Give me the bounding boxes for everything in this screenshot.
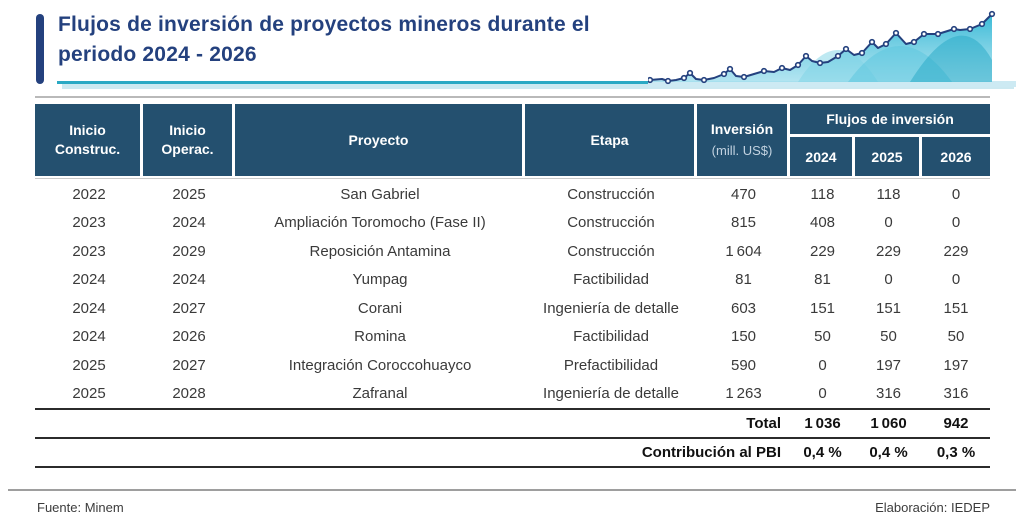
cell-y2025: 197 — [875, 356, 902, 374]
header-line: Construc. — [54, 141, 121, 157]
cell-inicio-construc: 2024 — [72, 299, 106, 317]
total-2026: 942 — [943, 415, 969, 432]
cell-inicio-operac: 2028 — [172, 385, 206, 403]
header-bottom-rule — [35, 178, 990, 179]
header-etapa — [525, 104, 697, 176]
cell-proyecto: Ampliación Toromocho (Fase II) — [274, 214, 486, 232]
cell-proyecto: San Gabriel — [340, 185, 420, 203]
cell-y2026: 0 — [951, 271, 961, 289]
cell-proyecto: Integración Coroccohuayco — [288, 356, 472, 374]
cell-y2026: 0 — [951, 185, 961, 203]
cell-y2026: 50 — [947, 328, 965, 346]
cell-inversion: 603 — [730, 299, 757, 317]
pbi-row — [35, 439, 990, 466]
cell-etapa: Factibilidad — [573, 271, 649, 289]
table-row — [35, 294, 990, 323]
cell-y2025: 0 — [884, 271, 893, 289]
table-row — [35, 351, 990, 380]
header-inicio-operac — [143, 104, 235, 176]
cell-y2024: 50 — [814, 328, 831, 346]
header-inversion-unit: (mill. US$) — [711, 143, 773, 158]
total-label: Total — [746, 415, 781, 432]
header-inversion — [697, 104, 790, 176]
cell-inicio-operac: 2024 — [172, 271, 206, 289]
header-proyecto — [235, 104, 525, 176]
cell-inversion: 150 — [730, 328, 757, 346]
cell-etapa: Construcción — [567, 242, 655, 260]
total-2025: 1 060 — [870, 415, 907, 432]
cell-y2025: 0 — [884, 214, 893, 232]
cell-etapa: Prefactibilidad — [563, 356, 659, 374]
investment-table — [35, 96, 990, 468]
cell-y2026: 0 — [951, 214, 961, 232]
pbi-2026: 0,3 % — [936, 444, 976, 461]
header-line: Inicio — [169, 122, 206, 138]
cell-etapa: Construcción — [567, 185, 655, 203]
cell-inversion: 815 — [730, 214, 757, 232]
table-header — [35, 104, 990, 176]
cell-inicio-operac: 2025 — [172, 185, 206, 203]
cell-inicio-operac: 2026 — [172, 328, 206, 346]
cell-y2026: 229 — [943, 242, 969, 260]
cell-proyecto: Yumpag — [352, 271, 408, 289]
cell-y2025: 118 — [876, 185, 901, 203]
footer-source: Fuente: Minem — [37, 500, 124, 515]
header-year-2026: 2026 — [922, 137, 990, 176]
cell-y2025: 151 — [875, 299, 902, 317]
cell-proyecto: Reposición Antamina — [309, 242, 451, 260]
cell-etapa: Factibilidad — [573, 328, 649, 346]
cell-etapa: Ingeniería de detalle — [543, 299, 679, 317]
table-row — [35, 209, 990, 238]
table-row — [35, 237, 990, 266]
header-flujos-group: Flujos de inversión — [790, 104, 990, 137]
cell-inicio-construc: 2023 — [72, 242, 106, 260]
pbi-2024: 0,4 % — [803, 444, 842, 461]
header-flujos-block — [790, 104, 990, 176]
cell-inicio-construc: 2024 — [72, 271, 106, 289]
cell-y2024: 229 — [809, 242, 836, 260]
cell-y2026: 197 — [943, 356, 969, 374]
cell-y2025: 50 — [880, 328, 897, 346]
cell-inversion: 1 604 — [725, 242, 762, 260]
total-row — [35, 410, 990, 437]
table-row — [35, 180, 990, 209]
cell-proyecto: Zafranal — [352, 385, 408, 403]
cell-inversion: 470 — [730, 185, 757, 203]
cell-proyecto: Corani — [357, 299, 403, 317]
cell-inicio-construc: 2023 — [72, 214, 106, 232]
header-years — [790, 137, 990, 176]
footer-rule — [8, 489, 1016, 491]
cell-inicio-operac: 2024 — [172, 214, 206, 232]
cell-inicio-operac: 2027 — [172, 299, 206, 317]
cell-etapa: Construcción — [567, 214, 655, 232]
pbi-label: Contribución al PBI — [641, 444, 781, 461]
cell-y2025: 229 — [875, 242, 902, 260]
pbi-2025: 0,4 % — [869, 444, 908, 461]
cell-y2024: 0 — [818, 385, 827, 403]
title-accent-bar — [36, 14, 44, 84]
cell-inicio-construc: 2025 — [72, 356, 106, 374]
header-year-2024: 2024 — [790, 137, 855, 176]
cell-inversion: 590 — [730, 356, 757, 374]
table-row — [35, 323, 990, 352]
cell-inversion: 1 263 — [725, 385, 762, 403]
header-line: Proyecto — [348, 131, 409, 148]
cell-y2024: 81 — [814, 271, 831, 289]
table-body — [35, 180, 990, 408]
cell-inicio-construc: 2025 — [72, 385, 106, 403]
header-inicio-construc — [35, 104, 143, 176]
cell-inicio-operac: 2027 — [172, 356, 206, 374]
table-bottom-rule — [35, 466, 990, 468]
table-row — [35, 380, 990, 409]
cell-inicio-construc: 2024 — [72, 328, 106, 346]
cell-inicio-construc: 2022 — [72, 185, 106, 203]
cell-y2024: 118 — [810, 185, 835, 203]
cell-y2024: 0 — [818, 356, 827, 374]
cell-proyecto: Romina — [354, 328, 406, 346]
cell-y2024: 408 — [809, 214, 836, 232]
header-line: Etapa — [590, 131, 629, 148]
cell-y2025: 316 — [875, 385, 902, 403]
area-line-sparkline-icon — [648, 2, 1016, 88]
cell-y2026: 316 — [943, 385, 969, 403]
total-2024: 1 036 — [804, 415, 841, 432]
table-top-rule — [35, 96, 990, 98]
footer-elaboration: Elaboración: IEDEP — [875, 500, 990, 515]
header-year-2025: 2025 — [855, 137, 922, 176]
cell-inversion: 81 — [735, 271, 752, 289]
cell-y2024: 151 — [809, 299, 836, 317]
header-line: Inversión — [710, 121, 774, 137]
cell-inicio-operac: 2029 — [172, 242, 206, 260]
cell-etapa: Ingeniería de detalle — [543, 385, 679, 403]
header-line: Operac. — [161, 141, 214, 157]
table-row — [35, 266, 990, 295]
cell-y2026: 151 — [943, 299, 969, 317]
header-line: Inicio — [69, 122, 106, 138]
page-title: Flujos de inversión de proyectos mineros durante el periodo 2024 - 2026 — [58, 13, 590, 66]
